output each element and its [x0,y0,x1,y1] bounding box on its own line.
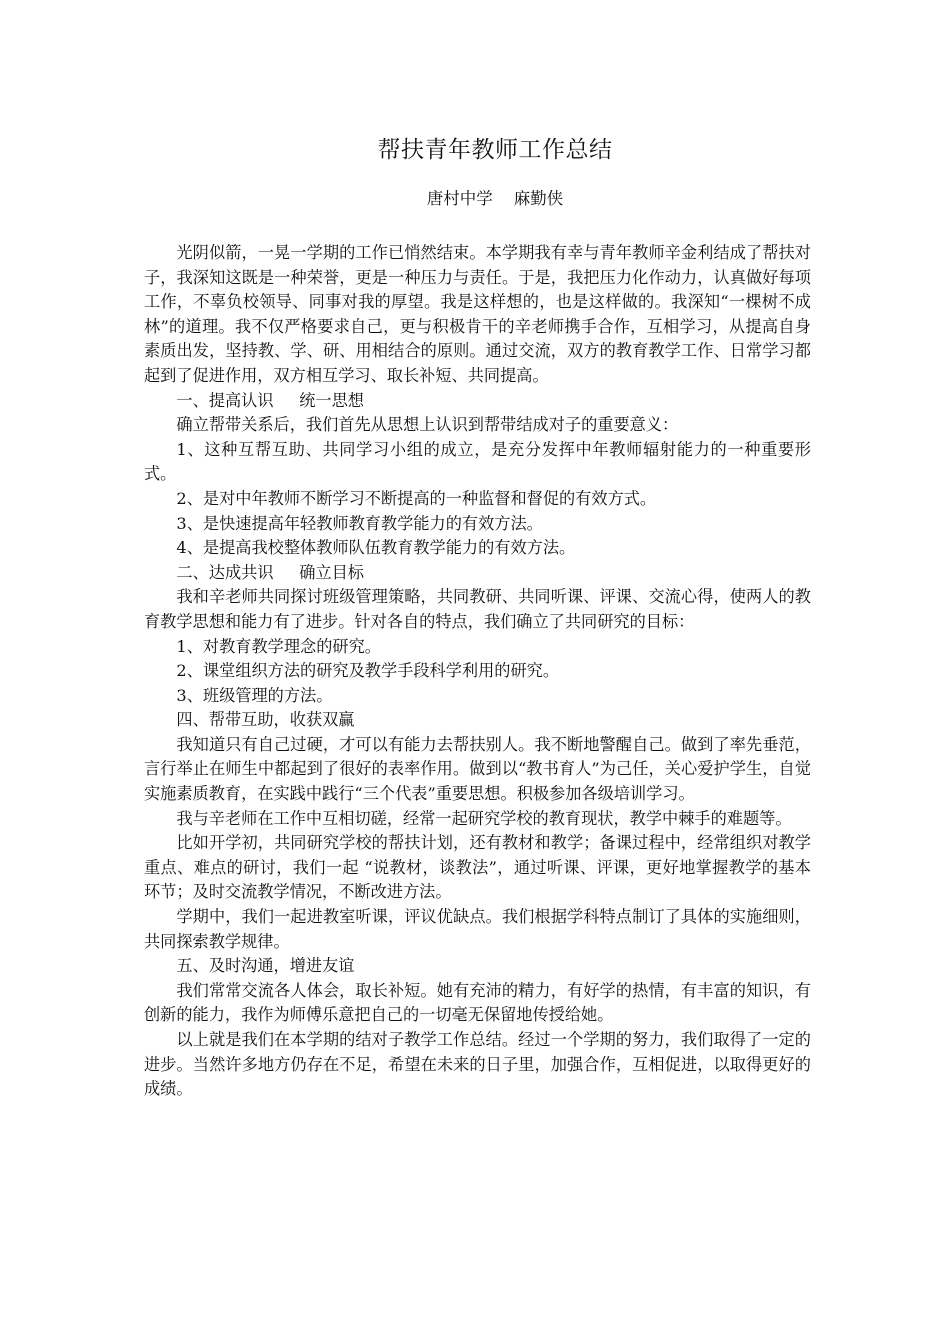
list-item: 1、对教育教学理念的研究。 [176,636,381,656]
section-heading: 二、达成共识 确立目标 [176,562,364,582]
list-item: 2、课堂组织方法的研究及教学手段科学利用的研究。 [176,661,560,681]
list-item: 1、这种互帮互助、共同学习小组的成立，是充分发挥中年教师辐射能力的一种重要形式。 [144,439,811,484]
body-paragraph: 比如开学初，共同研究学校的帮扶计划，还有教材和教学；备课过程中，经常组织对教学重点、难点的研讨，我们一起 “说教材，谈教法”，通过听课、评课，更好地掌握教学的基本环节；及时交流教学情况，不断改进方法。 [144,833,811,902]
document-title: 帮扶青年教师工作总结 [377,137,613,163]
list-item: 3、班级管理的方法。 [176,685,333,705]
body-paragraph: 我和辛老师共同探讨班级管理策略，共同教研、共同听课、评课、交流心得，使两人的教育教学思想和能力有了进步。针对各自的特点，我们确立了共同研究的目标： [144,587,811,631]
body-paragraph: 确立帮带关系后，我们首先从思想上认识到帮带结成对子的重要意义： [176,415,679,435]
list-item: 2、是对中年教师不断学习不断提高的一种监督和督促的有效方式。 [176,488,657,508]
section-heading: 四、帮带互助，收获双赢 [176,710,355,730]
body-paragraph: 我知道只有自己过硬，才可以有能力去帮扶别人。我不断地警醒自己。做到了率先垂范，言行举止在师生中都起到了很好的表率作用。做到以“教书育人”为己任，关心爱护学生，自觉实施素质教育，在实践中践行“三个代表”重要思想。积极参加各级培训学习。 [144,734,811,804]
body-paragraph: 以上就是我们在本学期的结对子教学工作总结。经过一个学期的努力，我们取得了一定的进步。当然许多地方仍存在不足，希望在未来的日子里，加强合作，互相促进，以取得更好的成绩。 [144,1030,811,1099]
body-paragraph: 学期中，我们一起进教室听课，评议优缺点。我们根据学科特点制订了具体的实施细则，共同探索教学规律。 [144,907,811,951]
body-paragraph: 光阴似箭，一晃一学期的工作已悄然结束。本学期我有幸与青年教师辛金利结成了帮扶对子，我深知这既是一种荣誉，更是一种压力与责任。于是，我把压力化作动力，认真做好每项工作，不辜负校领导、同事对我的厚望。我是这样想的，也是这样做的。我深知“一棵树不成林”的道理。我不仅严格要求自己，更与积极肯干的辛老师携手合作，互相学习，从提高自身素质出发，坚持教、学、研、用相结合的原则。通过交流，双方的教育教学工作、日常学习都起到了促进作用，双方相互学习、取长补短、共同提高。 [144,243,811,385]
document-author-line: 唐村中学 麻勤侠 [426,189,564,208]
body-paragraph: 我们常常交流各人体会，取长补短。她有充沛的精力，有好学的热情，有丰富的知识，有创新的能力，我作为师傅乐意把自己的一切毫无保留地传授给她。 [144,980,811,1025]
document-body [144,241,811,1102]
section-heading: 五、及时沟通，增进友谊 [176,956,355,976]
list-item: 4、是提高我校整体教师队伍教育教学能力的有效方法。 [176,538,576,558]
body-paragraph: 我与辛老师在工作中互相切磋，经常一起研究学校的教育现状，教学中棘手的难题等。 [176,808,792,828]
list-item: 3、是快速提高年轻教师教育教学能力的有效方法。 [176,513,543,533]
section-heading: 一、提高认识 统一思想 [176,390,364,410]
